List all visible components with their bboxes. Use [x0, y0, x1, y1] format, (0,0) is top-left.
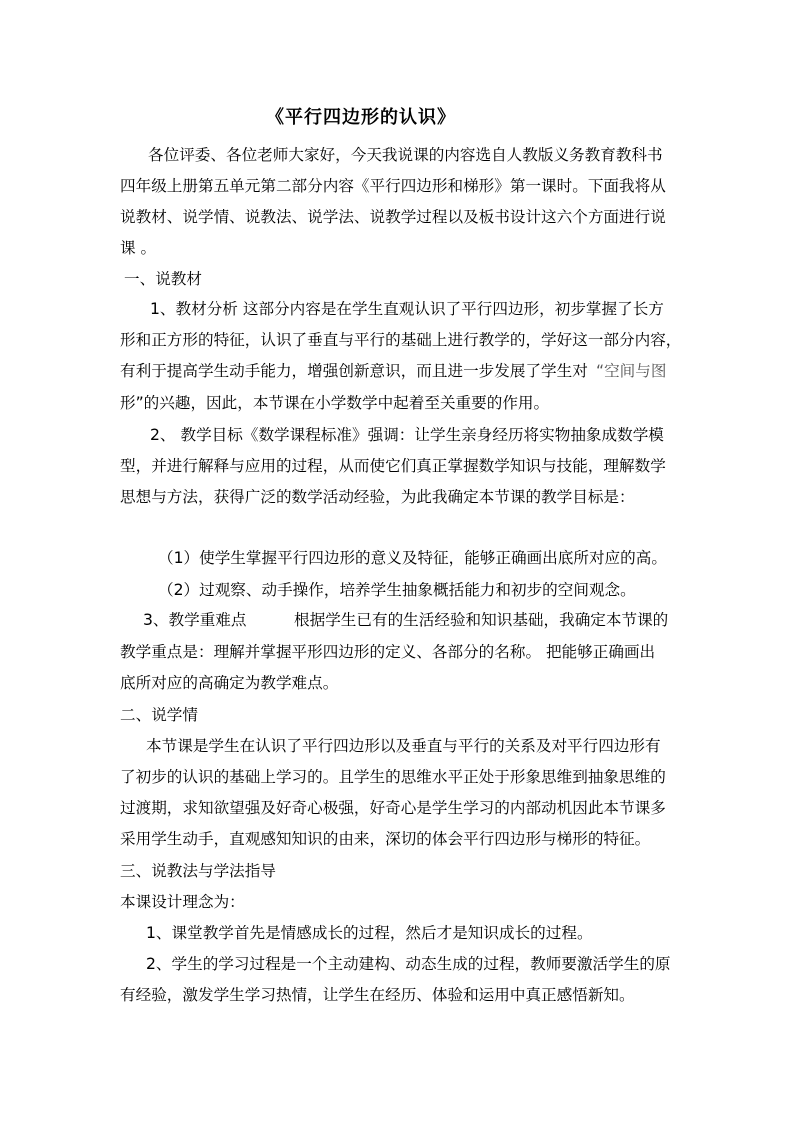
paragraph-line: 2、学生的学习过程是一个主动建构、动态生成的过程，教师要激活学生的原	[146, 955, 671, 973]
section-heading: 二、说学情	[120, 706, 198, 724]
paragraph-line-quote: “空间与图	[596, 362, 667, 380]
subsection-heading: 3、教学重难点	[143, 611, 247, 629]
paragraph-line: 各位评委、各位老师大家好，今天我说课的内容选自人教版义务教育教科书	[148, 146, 663, 164]
paragraph-line: 形”的兴趣，因此，本节课在小学数学中起着至关重要的作用。	[120, 394, 550, 412]
objective-line: （2）过观察、动手操作，培养学生抽象概括能力和初步的空间观念。	[158, 581, 636, 599]
paragraph-line: 底所对应的高确定为教学难点。	[120, 674, 339, 692]
paragraph-line: 1、课堂教学首先是情感成长的过程，然后才是知识成长的过程。	[146, 924, 593, 942]
paragraph-line: 1、教材分析 这部分内容是在学生直观认识了平行四边形，初步掌握了长方	[150, 300, 664, 318]
paragraph-line: 思想与方法，获得广泛的数学活动经验，为此我确定本节课的教学目标是：	[120, 488, 635, 506]
paragraph-line: 形和正方形的特征，认识了垂直与平行的基础上进行教学的，学好这一部分内容，	[120, 331, 682, 349]
paragraph-line: 教学重点是：理解并掌握平形四边形的定义、各部分的名称。 把能够正确画出	[120, 643, 656, 661]
paragraph-line: 有经验，激发学生学习热情，让学生在经历、体验和运用中真正感悟新知。	[120, 986, 635, 1004]
paragraph-line: 过渡期，求知欲望强及好奇心极强，好奇心是学生学习的内部动机因此本节课多	[120, 799, 666, 817]
section-heading: 三、说教法与学法指导	[120, 862, 276, 880]
paragraph-line: 说教材、说学情、说教法、说学法、说教学过程以及板书设计这六个方面进行说	[120, 208, 666, 226]
paragraph-line: 根据学生已有的生活经验和知识基础，我确定本节课的	[294, 611, 669, 629]
paragraph-line: 了初步的认识的基础上学习的。且学生的思维水平正处于形象思维到抽象思维的	[120, 768, 666, 786]
paragraph-line: 本节课是学生在认识了平行四边形以及垂直与平行的关系及对平行四边形有	[146, 737, 661, 755]
paragraph-line: 课 。	[120, 239, 157, 257]
paragraph-line: 采用学生动手，直观感知知识的由来，深切的体会平行四边形与梯形的特征。	[120, 830, 651, 848]
paragraph-line: 本课设计理念为：	[120, 893, 245, 911]
section-heading: 一、说教材	[124, 270, 202, 288]
paragraph-line: 四年级上册第五单元第二部分内容《平行四边形和梯形》第一课时。下面我将从	[120, 177, 666, 195]
paragraph-line: 型，并进行解释与应用的过程，从而使它们真正掌握数学知识与技能，理解数学	[120, 457, 666, 475]
paragraph-line: 2、 教学目标《数学课程标准》强调：让学生亲身经历将实物抽象成数学模	[150, 426, 664, 444]
objective-line: （1）使学生掌握平行四边形的意义及特征，能够正确画出底所对应的高。	[158, 549, 667, 567]
document-title: 《平行四边形的认识》	[266, 107, 456, 128]
paragraph-line: 有利于提高学生动手能力，增强创新意识，而且进一步发展了学生对	[120, 362, 588, 380]
